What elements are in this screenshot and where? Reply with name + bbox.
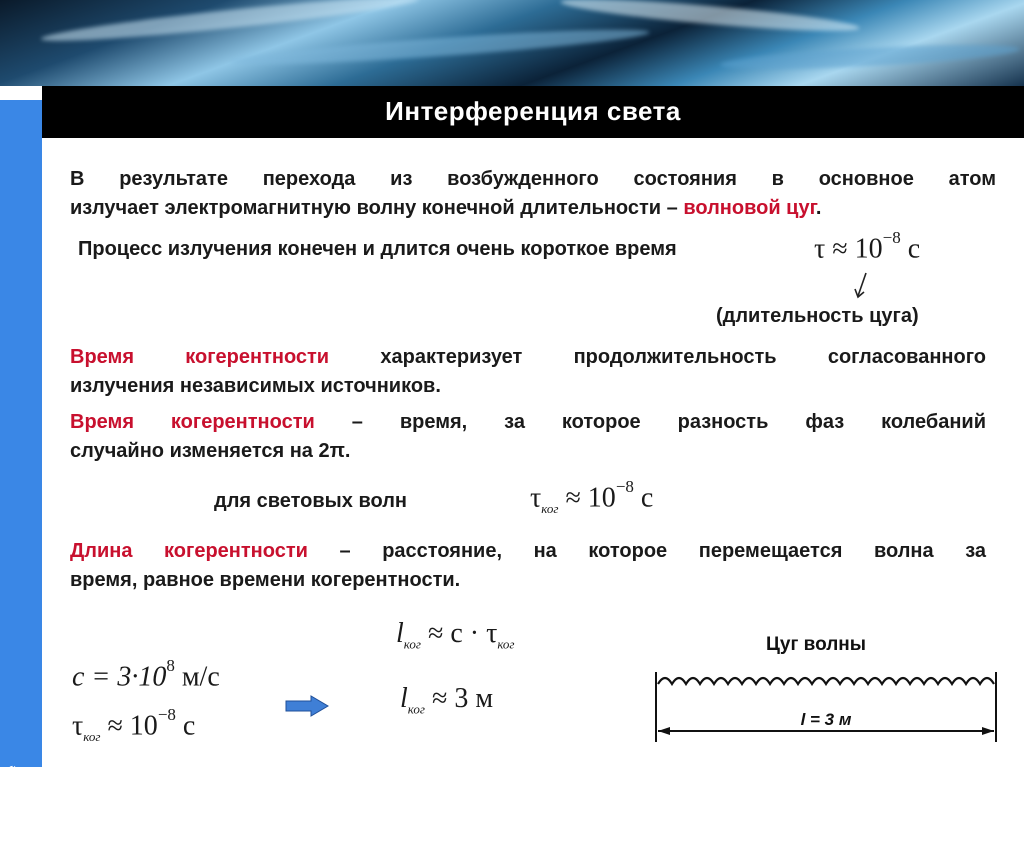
l-kog-sub: ког bbox=[403, 636, 421, 652]
tau-kog-sub: ког bbox=[541, 500, 559, 516]
formula-tau bbox=[814, 228, 921, 265]
p3-line1 bbox=[70, 343, 986, 372]
tau-main-exp: −8 bbox=[882, 228, 901, 247]
p1-line2 bbox=[70, 197, 821, 219]
wave-line bbox=[658, 678, 994, 684]
dimension-arrow-left bbox=[658, 727, 670, 735]
paragraph-coherence-length bbox=[70, 537, 986, 595]
left-sidebar bbox=[0, 100, 42, 860]
arrow-down-icon bbox=[854, 272, 870, 300]
c-exp: 8 bbox=[166, 656, 175, 675]
train-duration-note: (длительность цуга) bbox=[716, 305, 919, 327]
paragraph-wave-train bbox=[70, 165, 996, 223]
formula-l-kog-ctau bbox=[396, 618, 515, 653]
formula-tau-kog bbox=[530, 477, 654, 517]
formula-speed-of-light bbox=[72, 656, 220, 693]
paragraph-coherence-time-2 bbox=[70, 408, 986, 466]
term-coherence-time: Время когерентности bbox=[70, 346, 330, 368]
title-bar bbox=[42, 86, 1024, 138]
p1-line2-text: излучает электромагнитную волну конечной длительности – bbox=[70, 197, 684, 219]
tau-main-unit: с bbox=[900, 233, 921, 265]
c-unit: м/с bbox=[174, 661, 220, 693]
l-kog-sub-2: ког bbox=[407, 701, 425, 717]
p4-line1 bbox=[70, 408, 986, 437]
light-waves-label: для световых волн bbox=[214, 490, 407, 512]
l-kog-val: ≈ 3 м bbox=[424, 683, 494, 714]
p1-line2-dot: . bbox=[815, 197, 822, 219]
dimension-arrow-right bbox=[982, 727, 994, 735]
p2-emission-text: Процесс излучения конечен и длится очень короткое время bbox=[78, 238, 677, 260]
l-kog-sym-2: l bbox=[400, 683, 408, 714]
l-kog-rhs: ≈ c · τ bbox=[420, 618, 498, 649]
term-wave-train: волновой цуг bbox=[683, 197, 816, 219]
wave-train-figure bbox=[650, 628, 1002, 746]
slide-title: Интерференция света bbox=[385, 96, 681, 126]
p6-line1 bbox=[70, 537, 986, 566]
l-kog-sym: l bbox=[396, 618, 404, 649]
tau-bottom-approx: ≈ 10 bbox=[100, 710, 158, 742]
l-kog-rhs-sub: ког bbox=[497, 636, 515, 652]
tau-bottom-sym: τ bbox=[72, 710, 84, 742]
p6-line2: время, равное времени когерентности. bbox=[70, 569, 461, 591]
term-coherence-length: Длина когерентности bbox=[70, 540, 308, 562]
p3-line1-rest: характеризует продолжительность согласованного bbox=[329, 346, 986, 368]
wave-train-caption: Цуг волны bbox=[766, 634, 866, 655]
tau-bottom-sub: ког bbox=[83, 728, 101, 744]
tau-main: τ ≈ 10 bbox=[814, 233, 883, 265]
formula-tau-bottom bbox=[72, 705, 196, 745]
paragraph-coherence-time-1 bbox=[70, 343, 986, 401]
company-name-label: company name bbox=[4, 765, 19, 860]
tau-bottom-unit: с bbox=[175, 710, 196, 742]
tau-kog-exp: −8 bbox=[615, 477, 634, 496]
right-arrow-icon bbox=[285, 695, 329, 717]
term-coherence-time-2: Время когерентности bbox=[70, 411, 315, 433]
tau-kog-unit: с bbox=[633, 482, 654, 514]
tau-bottom-exp: −8 bbox=[157, 705, 176, 724]
p4-line1-rest: – время, за которое разность фаз колебаний bbox=[314, 411, 986, 433]
tau-kog-approx: ≈ 10 bbox=[558, 482, 616, 514]
tau-kog-sym: τ bbox=[530, 482, 542, 514]
p3-line2: излучения независимых источников. bbox=[70, 375, 441, 397]
header-banner-image bbox=[0, 0, 1024, 86]
p4-line2: случайно изменяется на 2π. bbox=[70, 440, 351, 462]
length-label: l = 3 м bbox=[800, 710, 852, 729]
formula-l-kog-value bbox=[400, 683, 493, 718]
p1-line1: В результате перехода из возбужденного состояния в основное атом bbox=[70, 168, 996, 190]
p6-line1-rest: – расстояние, на которое перемещается волна за bbox=[307, 540, 986, 562]
c-eq: c = 3·10 bbox=[72, 661, 167, 693]
